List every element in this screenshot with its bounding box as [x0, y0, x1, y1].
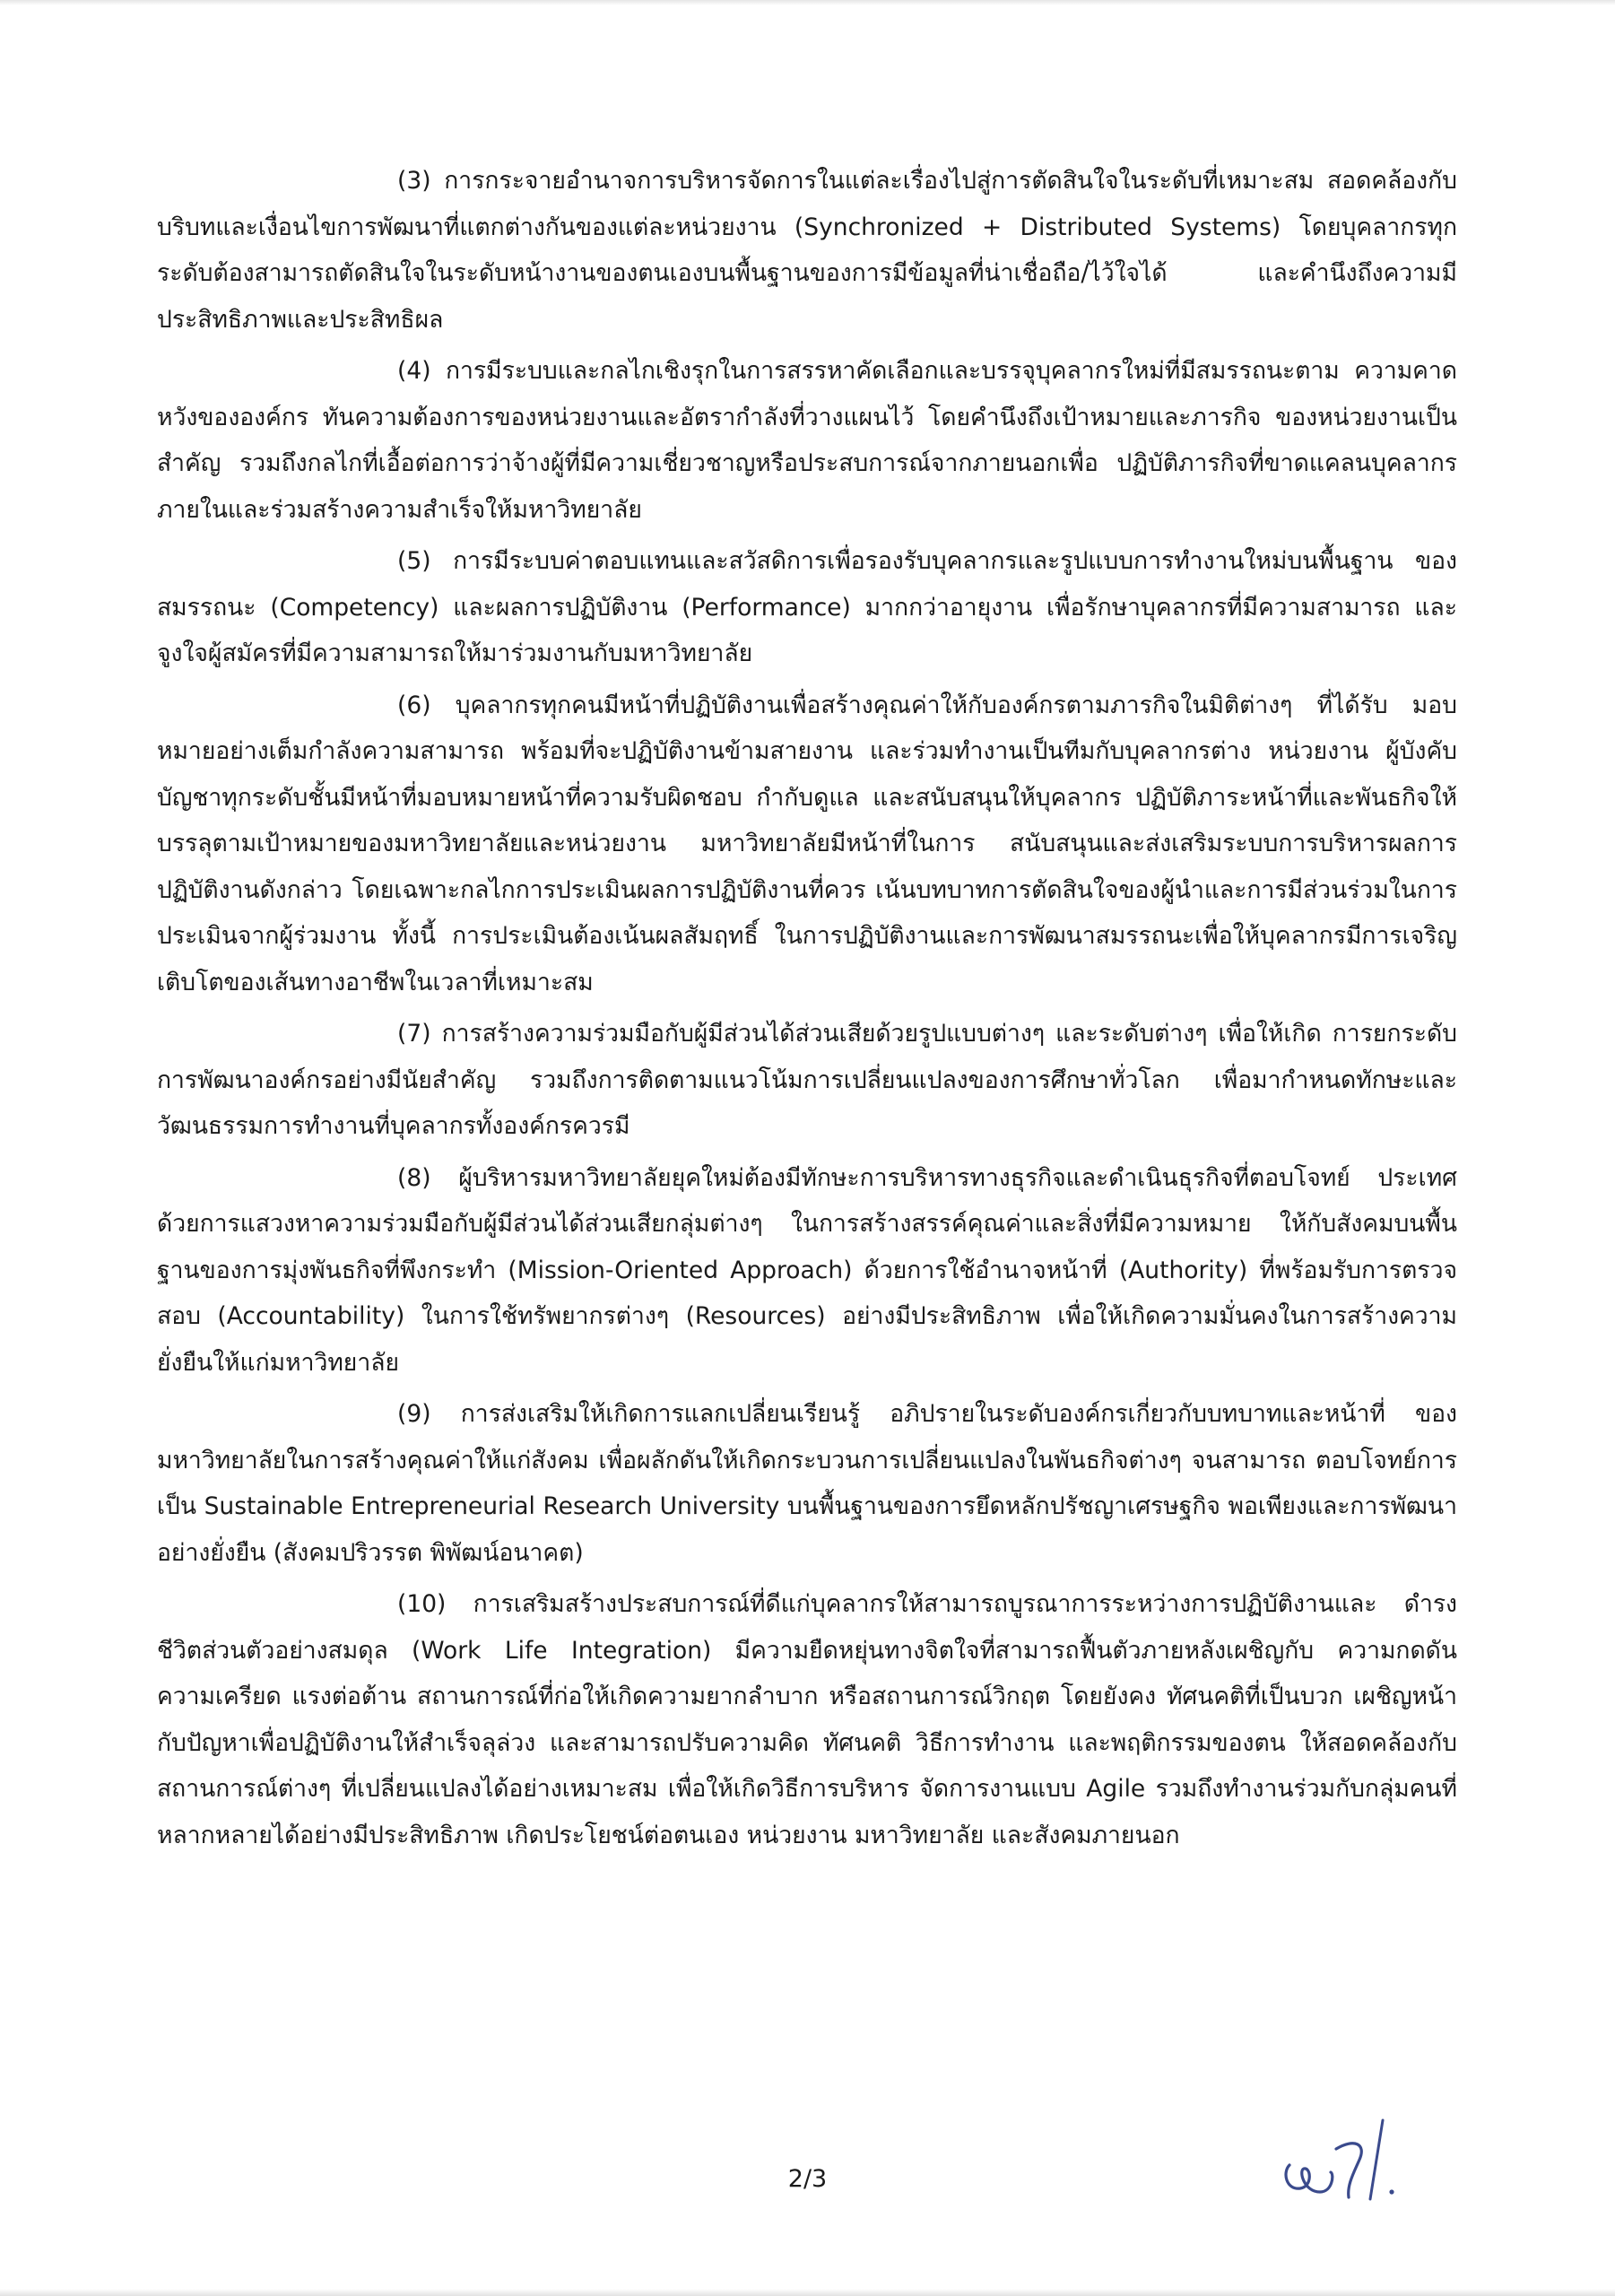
- paragraph-8: (8) ผู้บริหารมหาวิทยาลัยยุคใหม่ต้องมีทักษะการบริหารทางธุรกิจและดำเนินธุรกิจที่ตอบโจทย์ ประเทศด้วยการแสวงหาความร่วมมือกับผู้มีส่วนได้ส่วนเสียกลุ่มต่างๆ ในการสร้างสรรค์คุณค่าและสิ่งที่มีความหมาย ให้กับสังคมบนพื้นฐานของการมุ่งพันธกิจที่พึงกระทำ (Mission-Oriented Approach) ด้วยการใช้อำนาจหน้าที่ (Authority) ที่พร้อมรับการตรวจสอบ (Accountability) ในการใช้ทรัพยากรต่างๆ (Resources) อย่างมีประสิทธิภาพ เพื่อให้เกิดความมั่นคงในการสร้างความยั่งยืนให้แก่มหาวิทยาลัย: [157, 1163, 1457, 1377]
- paragraph-10: (10) การเสริมสร้างประสบการณ์ที่ดีแก่บุคลากรให้สามารถบูรณาการระหว่างการปฏิบัติงานและ ดำรงชีวิตส่วนตัวอย่างสมดุล (Work Life Integration) มีความยืดหยุ่นทางจิตใจที่สามารถฟื้นตัวภายหลังเผชิญกับ ความกดดัน ความเครียด แรงต่อต้าน สถานการณ์ที่ก่อให้เกิดความยากลำบาก หรือสถานการณ์วิกฤต โดยยังคง ทัศนคติที่เป็นบวก เผชิญหน้ากับปัญหาเพื่อปฏิบัติงานให้สำเร็จลุล่วง และสามารถปรับความคิด ทัศนคติ วิธีการทำงาน และพฤติกรรมของตน ให้สอดคล้องกับสถานการณ์ต่างๆ ที่เปลี่ยนแปลงได้อย่างเหมาะสม เพื่อให้เกิดวิธีการบริหาร จัดการงานแบบ Agile รวมถึงทำงานร่วมกับกลุ่มคนที่หลากหลายได้อย่างมีประสิทธิภาพ เกิดประโยชน์ต่อตนเอง หน่วยงาน มหาวิทยาลัย และสังคมภายนอก: [157, 1590, 1457, 1849]
- scan-edge-bottom: [0, 2289, 1615, 2296]
- paragraph-7: (7) การสร้างความร่วมมือกับผู้มีส่วนได้ส่วนเสียด้วยรูปแบบต่างๆ และระดับต่างๆ เพื่อให้เกิด การยกระดับการพัฒนาองค์กรอย่างมีนัยสำคัญ รวมถึงการติดตามแนวโน้มการเปลี่ยนแปลงของการศึกษาทั่วโลก เพื่อมากำหนดทักษะและวัฒนธรรมการทำงานที่บุคลากรทั้งองค์กรควรมี: [157, 1020, 1457, 1140]
- scan-edge-top: [0, 0, 1615, 5]
- signature-icon: [1273, 2109, 1417, 2208]
- paragraph-3: (3) การกระจายอำนาจการบริหารจัดการในแต่ละเรื่องไปสู่การตัดสินใจในระดับที่เหมาะสม สอดคล้องกับบริบทและเงื่อนไขการพัฒนาที่แตกต่างกันของแต่ละหน่วยงาน (Synchronized + Distributed Systems) โดยบุคลากรทุกระดับต้องสามารถตัดสินใจในระดับหน้างานของตนเองบนพื้นฐานของการมีข้อมูลที่น่าเชื่อถือ/ไว้ใจได้ และคำนึงถึงความมีประสิทธิภาพและประสิทธิผล: [157, 167, 1457, 334]
- paragraph-9: (9) การส่งเสริมให้เกิดการแลกเปลี่ยนเรียนรู้ อภิปรายในระดับองค์กรเกี่ยวกับบทบาทและหน้าที่ ของมหาวิทยาลัยในการสร้างคุณค่าให้แก่สังคม เพื่อผลักดันให้เกิดกระบวนการเปลี่ยนแปลงในพันธกิจต่างๆ จนสามารถ ตอบโจทย์การเป็น Sustainable Entrepreneurial Research University บนพื้นฐานของการยึดหลักปรัชญาเศรษฐกิจ พอเพียงและการพัฒนาอย่างยั่งยืน (สังคมปริวรรต พิพัฒน์อนาคต): [157, 1400, 1457, 1567]
- paragraph-5: (5) การมีระบบค่าตอบแทนและสวัสดิการเพื่อรองรับบุคลากรและรูปแบบการทำงานใหม่บนพื้นฐาน ของสมรรถนะ (Competency) และผลการปฏิบัติงาน (Performance) มากกว่าอายุงาน เพื่อรักษาบุคลากรที่มีความสามารถ และจูงใจผู้สมัครที่มีความสามารถให้มาร่วมงานกับมหาวิทยาลัย: [157, 547, 1457, 667]
- document-body: [157, 158, 1457, 1864]
- paragraph-4: (4) การมีระบบและกลไกเชิงรุกในการสรรหาคัดเลือกและบรรจุบุคลากรใหม่ที่มีสมรรถนะตาม ความคาดหวังขององค์กร ทันความต้องการของหน่วยงานและอัตรากำลังที่วางแผนไว้ โดยคำนึงถึงเป้าหมายและภารกิจ ของหน่วยงานเป็นสำคัญ รวมถึงกลไกที่เอื้อต่อการว่าจ้างผู้ที่มีความเชี่ยวชาญหรือประสบการณ์จากภายนอกเพื่อ ปฏิบัติภารกิจที่ขาดแคลนบุคลากรภายในและร่วมสร้างความสำเร็จให้มหาวิทยาลัย: [157, 357, 1457, 524]
- page-number: 2/3: [787, 2165, 828, 2193]
- paragraph-6: (6) บุคลากรทุกคนมีหน้าที่ปฏิบัติงานเพื่อสร้างคุณค่าให้กับองค์กรตามภารกิจในมิติต่างๆ ที่ได้รับ มอบหมายอย่างเต็มกำลังความสามารถ พร้อมที่จะปฏิบัติงานข้ามสายงาน และร่วมทำงานเป็นทีมกับบุคลากรต่าง หน่วยงาน ผู้บังคับบัญชาทุกระดับชั้นมีหน้าที่มอบหมายหน้าที่ความรับผิดชอบ กำกับดูแล และสนับสนุนให้บุคลากร ปฏิบัติภาระหน้าที่และพันธกิจให้บรรลุตามเป้าหมายของมหาวิทยาลัยและหน่วยงาน มหาวิทยาลัยมีหน้าที่ในการ สนับสนุนและส่งเสริมระบบการบริหารผลการปฏิบัติงานดังกล่าว โดยเฉพาะกลไกการประเมินผลการปฏิบัติงานที่ควร เน้นบทบาทการตัดสินใจของผู้นำและการมีส่วนร่วมในการประเมินจากผู้ร่วมงาน ทั้งนี้ การประเมินต้องเน้นผลสัมฤทธิ์ ในการปฏิบัติงานและการพัฒนาสมรรถนะเพื่อให้บุคลากรมีการเจริญเติบโตของเส้นทางอาชีพในเวลาที่เหมาะสม: [157, 691, 1457, 996]
